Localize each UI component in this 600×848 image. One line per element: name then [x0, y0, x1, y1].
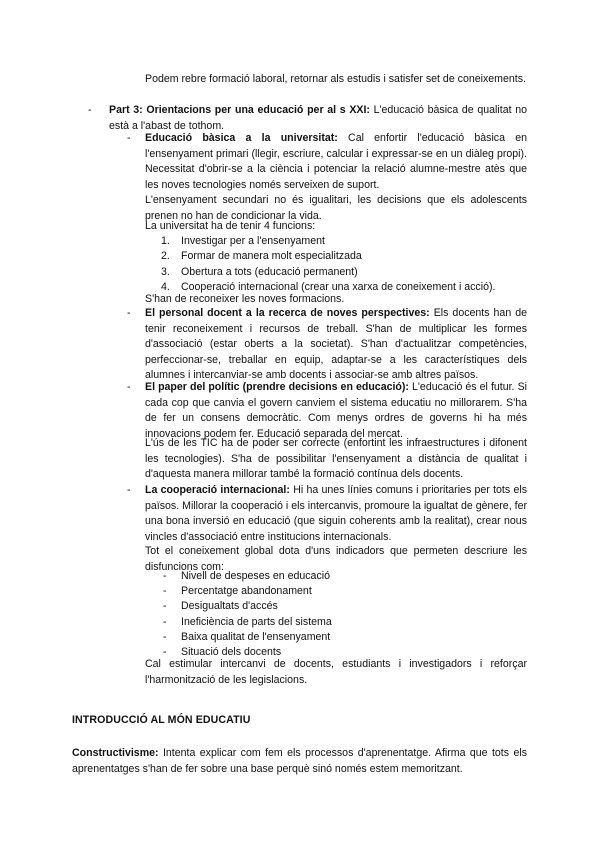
list-item — [161, 630, 541, 645]
list-text: Percentatge abandonament — [181, 585, 312, 598]
item1-para2: L'ensenyament secundari no és igualitari, les decisions que els adolescents prenen no han de condicionar la vida. — [145, 194, 527, 222]
list-number: 4. — [161, 280, 170, 293]
item2-paragraph — [145, 306, 527, 384]
list-item — [161, 265, 541, 280]
item3-para2: L'ús de les TIC ha de poder ser correcte (enfortint les infraestructures i difonent les tecnologies). S'ha de possibilitar l'ensenyament a distància de qualitat i d'aquesta manera millorar també la formació contínua dels docents. — [145, 437, 527, 480]
functions-list — [161, 234, 541, 295]
list-bullet: - — [163, 630, 167, 643]
item3-bullet: - — [127, 381, 131, 393]
list-number: 2. — [161, 250, 170, 263]
item1-para3: La universitat ha de tenir 4 funcions: — [145, 220, 316, 232]
list-number: 3. — [161, 265, 170, 278]
item4-para2: Tot el coneixement global dota d'uns indicadors que permeten descriure les disfuncions com: — [145, 545, 527, 573]
item4-para3: Cal estimular intercanvi de docents, estudiants i investigadors i reforçar l'harmonització de les legislacions. — [145, 658, 527, 686]
item1-bullet: - — [127, 132, 131, 144]
list-bullet: - — [163, 585, 167, 598]
part3-title: Part 3: Orientacions per una educació per al s XXI: — [109, 104, 370, 116]
item2-text: Els docents han de tenir reconeixement i recursos de treball. S'han de multiplicar les formes d'associació (estar oberts a la societat). S'han d'actualitzar competències, perfeccionar-se, treballar en equip, adaptar-se a les característiques dels alumnes i intercanviar-se amb docents i associar-se amb altres països. — [145, 307, 528, 381]
list-text: Ineficiència de parts del sistema — [181, 615, 332, 628]
list-text: Formar de manera molt especialitzada — [181, 250, 362, 263]
list-text: Baixa qualitat de l'ensenyament — [181, 630, 331, 643]
list-bullet: - — [163, 600, 167, 613]
item3-text: L'educació és el futur. Si cada cop que canvia el govern canviem el sistema educatiu no millorarem. S'ha de fer un consens democràtic. Com menys ordres de governs hi ha més innovacions podem fer. Educació separada del mercat. — [145, 381, 527, 440]
list-text: Obertura a tots (educació permanent) — [181, 265, 358, 278]
item3-title: El paper del polític (prendre decisions en educació): — [145, 381, 409, 393]
list-item — [161, 584, 541, 599]
item1-paragraph — [145, 131, 527, 193]
item2-bullet: - — [127, 307, 131, 319]
list-text: Situació dels docents — [181, 645, 282, 658]
list-bullet: - — [163, 615, 167, 628]
list-text: Cooperació internacional (crear una xarxa de coneixement i acció). — [181, 280, 496, 293]
item4-title: La cooperació internacional: — [145, 484, 290, 496]
dysfunctions-list — [161, 569, 541, 660]
intro-paragraph: Podem rebre formació laboral, retornar als estudis i satisfer set de coneixements. — [145, 73, 526, 85]
constructivism-text: Intenta explicar com fem els processos d'aprenentatge. Afirma que tots els aprenentatges s'han de fer sobre una base perquè sinó només estem memoritzant. — [72, 747, 527, 775]
list-item — [161, 569, 541, 584]
list-text: Investigar per a l'ensenyament — [181, 235, 325, 247]
constructivism-term: Constructivisme: — [72, 747, 159, 759]
constructivism-paragraph — [72, 746, 527, 777]
part3-paragraph — [109, 103, 527, 134]
item4-text: Hi ha unes línies comuns i prioritaries per tots els països. Millorar la cooperació i els intercanvis, promoure la igualtat de gènere, fer una bona inversió en educació (que siguin coherents amb la realitat), crear nous vincles d'associació entre institucions internacionals. — [145, 484, 527, 543]
list-bullet: - — [163, 645, 167, 658]
item4-paragraph — [145, 483, 527, 545]
item1-para4: S'han de reconeixer les noves formacions. — [145, 293, 345, 305]
list-text: Nivell de despeses en educació — [181, 570, 330, 582]
item2-title: El personal docent a la recerca de noves perspectives: — [145, 307, 430, 319]
list-item — [161, 615, 541, 630]
item1-title: Educació bàsica a la universitat: — [145, 132, 338, 144]
list-item — [161, 249, 541, 264]
list-bullet: - — [163, 570, 167, 582]
item4-bullet: - — [127, 484, 131, 496]
section-heading: INTRODUCCIÓ AL MÓN EDUCATIU — [72, 714, 251, 726]
part3-text: L'educació bàsica de qualitat no està a l'abast de tothom. — [109, 104, 527, 132]
list-number: 1. — [161, 235, 170, 247]
list-text: Desigualtats d'accés — [181, 600, 278, 613]
list-item — [161, 599, 541, 614]
item3-paragraph — [145, 380, 527, 442]
part3-bullet: - — [88, 104, 92, 116]
item1-text: Cal enfortir l'educació bàsica en l'ensenyament primari (llegir, escriure, calcular i expressar-se en un diàleg propi). Necessitat d'obrir-se a la ciència i potenciar la relació alumne-mestre atès que les noves tecnologies només serveixen de suport. — [145, 132, 527, 191]
list-item — [161, 234, 541, 249]
